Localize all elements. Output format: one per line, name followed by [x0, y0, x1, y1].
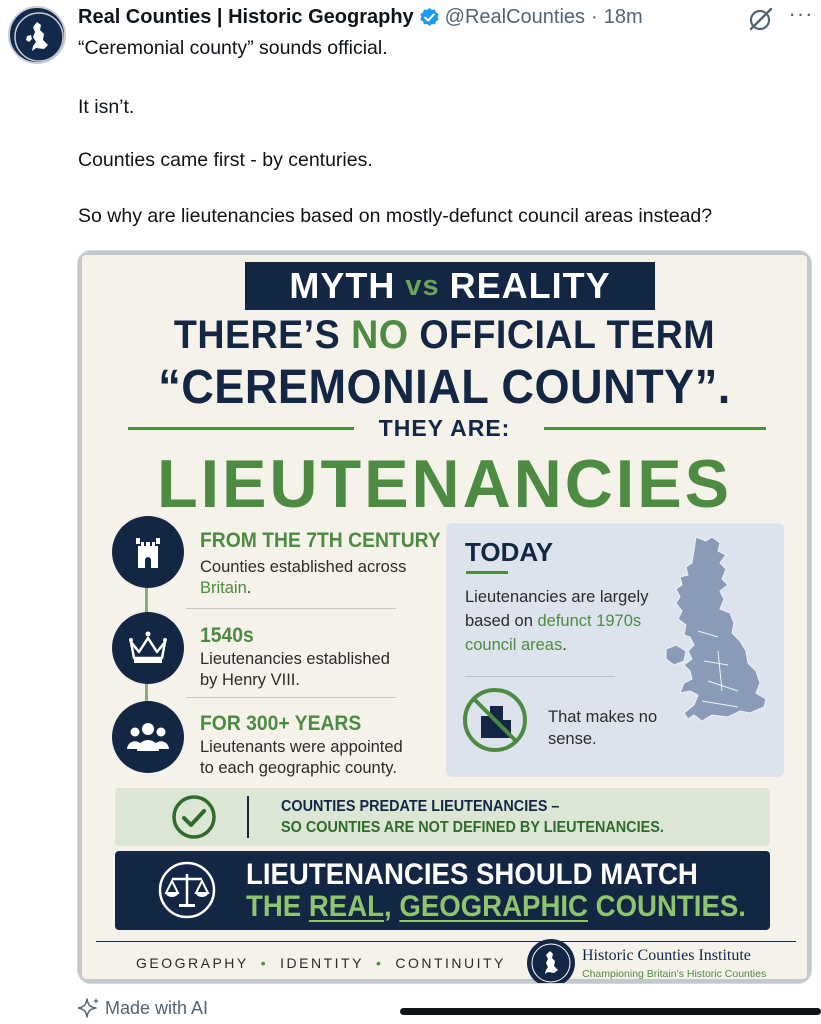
banner-line-2-pre: THE — [246, 890, 309, 923]
tweet-text-line: “Ceremonial county” sounds official. — [78, 37, 388, 59]
headline-line-2: “CEREMONIAL COUNTY”. — [158, 361, 731, 414]
no-sense-text: That makes no sense. — [548, 708, 658, 748]
institute-tagline: Championing Britain’s Historic Counties — [582, 968, 767, 980]
today-underline — [466, 571, 508, 574]
footer-divider — [96, 941, 796, 942]
institute-name: Historic Counties Institute — [582, 947, 751, 964]
timeline-1-body-post: . — [246, 579, 252, 597]
motto-bullet: • — [260, 955, 269, 971]
timeline-2-body: Lieutenancies established by Henry VIII. — [200, 650, 390, 689]
post-time[interactable]: 18m — [603, 5, 643, 28]
tweet-text-line: Counties came first - by centuries. — [78, 149, 373, 171]
headline-line-1 — [104, 313, 786, 358]
author-handle[interactable]: @RealCounties — [444, 5, 586, 28]
checkmark-icon — [171, 794, 217, 840]
reality-label: REALITY — [449, 265, 611, 306]
institute-seal-icon — [527, 939, 575, 984]
today-body-em: defunct 1970s council areas — [465, 612, 642, 654]
grok-icon[interactable] — [748, 6, 774, 32]
motto-bullet: • — [375, 955, 384, 971]
should-match-banner — [115, 851, 770, 930]
timeline-2-title: 1540s — [200, 624, 254, 647]
check-line-1: COUNTIES PREDATE LIEUTENANCIES – — [281, 798, 560, 815]
media-card[interactable] — [77, 250, 812, 984]
tweet-header — [78, 4, 643, 30]
footer-motto — [136, 955, 506, 971]
verified-badge-icon — [419, 7, 440, 28]
scales-icon — [157, 860, 217, 920]
vs-label: vs — [405, 269, 440, 302]
crown-icon — [125, 628, 171, 668]
banner-line-2-mid: , — [384, 890, 400, 923]
banner-line-2 — [246, 890, 746, 924]
check-divider — [247, 796, 249, 838]
crown-icon-circle — [112, 612, 184, 684]
logo-seal-icon — [10, 8, 66, 64]
timeline-3-body: Lieutenants were appointed to each geographic county. — [200, 738, 403, 777]
check-line-2: SO COUNTIES ARE NOT DEFINED BY LIEUTENANCIES. — [281, 819, 664, 836]
timeline-1-body — [200, 557, 410, 599]
uk-map-icon — [658, 531, 782, 765]
banner-line-1: LIEUTENANCIES SHOULD MATCH — [246, 858, 698, 891]
tweet-text-line: So why are lieutenancies based on mostly-defunct council areas instead? — [78, 205, 713, 227]
headline-post: OFFICIAL TERM — [408, 313, 716, 357]
castle-icon-circle — [112, 516, 184, 588]
motto-identity: IDENTITY — [280, 955, 364, 971]
banner-geographic: GEOGRAPHIC — [399, 890, 588, 923]
today-body — [465, 585, 665, 657]
today-title: TODAY — [465, 537, 554, 567]
motto-continuity: CONTINUITY — [395, 955, 506, 971]
today-separator — [465, 676, 615, 677]
made-with-ai-label[interactable] — [78, 997, 208, 1019]
myth-vs-reality-banner — [245, 262, 655, 310]
people-icon-circle — [112, 701, 184, 773]
made-with-ai-text: Made with AI — [105, 997, 209, 1018]
headline-pre: THERE’S — [173, 313, 352, 357]
header-separator: · — [591, 5, 598, 28]
headline-no: NO — [351, 313, 409, 357]
they-are-label: THEY ARE: — [378, 415, 511, 441]
banner-line-2-post: COUNTIES. — [587, 890, 746, 923]
timeline-separator — [186, 697, 396, 698]
castle-icon — [128, 532, 168, 572]
timeline-separator — [186, 608, 396, 609]
timeline-3-title: FOR 300+ YEARS — [200, 712, 362, 735]
myth-label: MYTH — [289, 265, 396, 306]
banner-real: REAL — [308, 890, 385, 923]
avatar[interactable] — [8, 6, 66, 64]
people-icon — [124, 717, 172, 757]
horizontal-scrollbar[interactable] — [400, 1008, 821, 1015]
today-panel — [446, 523, 784, 777]
counties-predate-panel — [115, 788, 770, 846]
today-body-pre: Lieutenancies are largely based on — [465, 588, 649, 630]
more-options-button[interactable]: ··· — [788, 1, 814, 26]
author-name[interactable]: Real Counties | Historic Geography — [78, 5, 414, 28]
tweet-text-line: It isn’t. — [78, 96, 135, 118]
sparkle-icon — [78, 997, 100, 1019]
infographic — [82, 255, 807, 979]
no-buildings-icon — [461, 686, 529, 754]
timeline-1-body-em: Britain — [200, 579, 247, 597]
motto-geography: GEOGRAPHY — [136, 955, 249, 971]
timeline-1-title: FROM THE 7TH CENTURY — [200, 529, 441, 552]
today-body-post: . — [562, 636, 567, 654]
timeline-1-body-pre: Counties established across — [200, 558, 407, 576]
lieutenancies-title: LIEUTENANCIES — [156, 446, 733, 522]
